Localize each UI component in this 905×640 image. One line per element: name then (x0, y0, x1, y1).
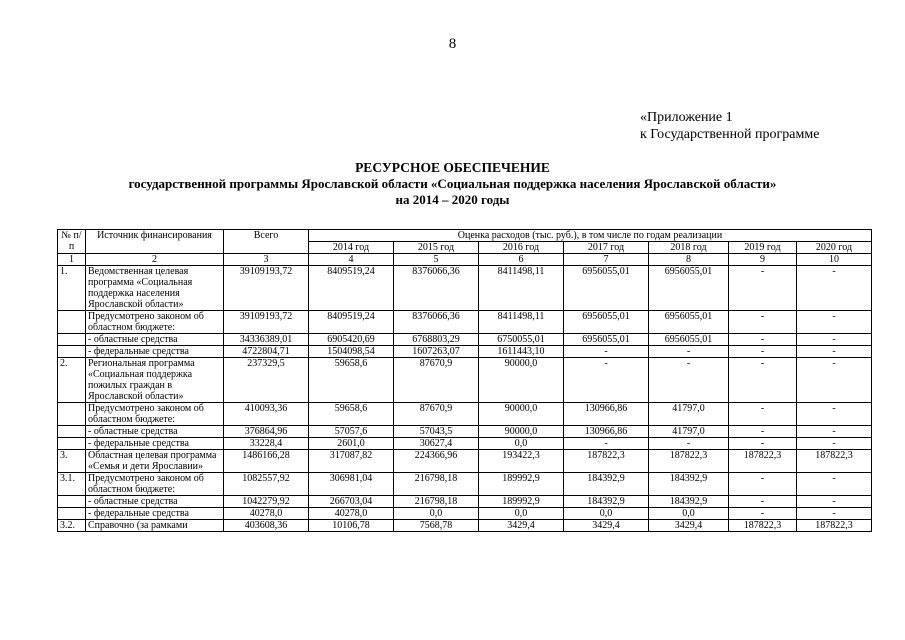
table-row (58, 311, 872, 334)
year-value: 10106,78 (309, 520, 394, 532)
funding-source: Ведомственная целевая программа «Социальная поддержка населения Ярославской области» (86, 266, 224, 311)
year-value: 0,0 (564, 508, 649, 520)
year-value: - (729, 358, 797, 403)
year-value: - (729, 438, 797, 450)
total-value: 33228,4 (224, 438, 309, 450)
year-value: 7568,78 (394, 520, 479, 532)
funding-source: - областные средства (86, 334, 224, 346)
year-value: 224366,96 (394, 450, 479, 473)
header-year: 2019 год (729, 242, 797, 254)
year-value: 40278,0 (309, 508, 394, 520)
year-value: 90000,0 (479, 403, 564, 426)
funding-source: - федеральные средства (86, 508, 224, 520)
row-number: 1. (58, 266, 86, 311)
column-index: 2 (86, 254, 224, 266)
column-index: 3 (224, 254, 309, 266)
year-value: - (564, 438, 649, 450)
year-value: 8376066,36 (394, 311, 479, 334)
year-value: 57043,5 (394, 426, 479, 438)
row-number (58, 438, 86, 450)
year-value: - (649, 346, 729, 358)
header-year: 2017 год (564, 242, 649, 254)
year-value: 6956055,01 (564, 311, 649, 334)
funding-source: Справочно (за рамками (86, 520, 224, 532)
header-source: Источник финансирования (86, 230, 224, 254)
year-value: 41797,0 (649, 426, 729, 438)
column-index: 5 (394, 254, 479, 266)
year-value: - (797, 403, 872, 426)
table-row (58, 508, 872, 520)
year-value: 0,0 (479, 438, 564, 450)
year-value: - (797, 438, 872, 450)
header-year: 2016 год (479, 242, 564, 254)
year-value: 6750055,01 (479, 334, 564, 346)
year-value: - (649, 438, 729, 450)
year-value: 184392,9 (564, 496, 649, 508)
header-estimate: Оценка расходов (тыс. руб.), в том числе по годам реализации (309, 230, 872, 242)
year-value: 3429,4 (564, 520, 649, 532)
funding-source: Областная целевая программа «Семья и дети Ярославии» (86, 450, 224, 473)
year-value: 3429,4 (649, 520, 729, 532)
total-value: 40278,0 (224, 508, 309, 520)
year-value: 184392,9 (649, 473, 729, 496)
year-value: 193422,3 (479, 450, 564, 473)
year-value: - (797, 473, 872, 496)
row-number (58, 426, 86, 438)
table-row (58, 403, 872, 426)
funding-source: - федеральные средства (86, 346, 224, 358)
year-value: - (797, 358, 872, 403)
year-value: - (729, 403, 797, 426)
year-value: - (729, 311, 797, 334)
header-year: 2015 год (394, 242, 479, 254)
header-year: 2014 год (309, 242, 394, 254)
table-row (58, 520, 872, 532)
total-value: 1042279,92 (224, 496, 309, 508)
header-total: Всего (224, 230, 309, 254)
row-number (58, 403, 86, 426)
year-value: 130966,86 (564, 403, 649, 426)
year-value: - (729, 426, 797, 438)
year-value: 90000,0 (479, 358, 564, 403)
total-value: 4722804,71 (224, 346, 309, 358)
year-value: - (797, 334, 872, 346)
year-value: - (797, 311, 872, 334)
year-value: 2601,0 (309, 438, 394, 450)
year-value: - (729, 334, 797, 346)
total-value: 376864,96 (224, 426, 309, 438)
year-value: 6768803,29 (394, 334, 479, 346)
year-value: 41797,0 (649, 403, 729, 426)
table-row (58, 496, 872, 508)
row-number (58, 496, 86, 508)
resource-table (57, 229, 872, 532)
header-year: 2020 год (797, 242, 872, 254)
funding-source: - областные средства (86, 426, 224, 438)
funding-source: - областные средства (86, 496, 224, 508)
total-value: 1486166,28 (224, 450, 309, 473)
year-value: 8411498,11 (479, 311, 564, 334)
header-num: № п/п (58, 230, 86, 254)
total-value: 410093,36 (224, 403, 309, 426)
year-value: 187822,3 (797, 450, 872, 473)
year-value: 59658,6 (309, 403, 394, 426)
year-value: 30627,4 (394, 438, 479, 450)
column-index-row (58, 254, 872, 266)
appendix-line-2: к Государственной программе (640, 127, 820, 142)
year-value: - (797, 508, 872, 520)
row-number: 2. (58, 358, 86, 403)
table-row (58, 438, 872, 450)
year-value: 90000,0 (479, 426, 564, 438)
year-value: - (564, 358, 649, 403)
table-body (58, 254, 872, 532)
year-value: 187822,3 (564, 450, 649, 473)
row-number: 3.1. (58, 473, 86, 496)
year-value: 3429,4 (479, 520, 564, 532)
year-value: 8411498,11 (479, 266, 564, 311)
year-value: 189992,9 (479, 473, 564, 496)
year-value: 6956055,01 (649, 311, 729, 334)
year-value: 8409519,24 (309, 266, 394, 311)
year-value: 8376066,36 (394, 266, 479, 311)
year-value: 187822,3 (649, 450, 729, 473)
year-value: 6956055,01 (564, 266, 649, 311)
year-value: - (729, 473, 797, 496)
year-value: 6956055,01 (649, 334, 729, 346)
year-value: 87670,9 (394, 403, 479, 426)
year-value: 57057,6 (309, 426, 394, 438)
year-value: 317087,82 (309, 450, 394, 473)
year-value: - (729, 346, 797, 358)
year-value: 0,0 (394, 508, 479, 520)
table-row (58, 358, 872, 403)
total-value: 39109193,72 (224, 266, 309, 311)
year-value: 87670,9 (394, 358, 479, 403)
funding-source: - федеральные средства (86, 438, 224, 450)
header-year: 2018 год (649, 242, 729, 254)
row-number (58, 508, 86, 520)
year-value: 187822,3 (729, 520, 797, 532)
year-value: - (729, 508, 797, 520)
column-index: 9 (729, 254, 797, 266)
year-value: 130966,86 (564, 426, 649, 438)
year-value: 187822,3 (729, 450, 797, 473)
document-title (0, 160, 905, 208)
year-value: 0,0 (649, 508, 729, 520)
year-value: - (797, 346, 872, 358)
year-value: 0,0 (479, 508, 564, 520)
total-value: 39109193,72 (224, 311, 309, 334)
total-value: 237329,5 (224, 358, 309, 403)
year-value: 1611443,10 (479, 346, 564, 358)
year-value: - (797, 266, 872, 311)
year-value: - (729, 266, 797, 311)
year-value: 6905420,69 (309, 334, 394, 346)
funding-source: Региональная программа «Социальная поддержка пожилых граждан в Ярославской области» (86, 358, 224, 403)
row-number: 3.2. (58, 520, 86, 532)
column-index: 10 (797, 254, 872, 266)
table-row (58, 426, 872, 438)
table-row (58, 266, 872, 311)
appendix-line-1: «Приложение 1 (640, 110, 733, 125)
row-number: 3. (58, 450, 86, 473)
total-value: 1082557,92 (224, 473, 309, 496)
year-value: - (729, 496, 797, 508)
total-value: 403608,36 (224, 520, 309, 532)
year-value: 1607263,07 (394, 346, 479, 358)
column-index: 6 (479, 254, 564, 266)
year-value: - (797, 496, 872, 508)
year-value: 6956055,01 (649, 266, 729, 311)
funding-source: Предусмотрено законом об областном бюджете: (86, 311, 224, 334)
table-row (58, 473, 872, 496)
year-value: 187822,3 (797, 520, 872, 532)
year-value: 184392,9 (564, 473, 649, 496)
column-index: 8 (649, 254, 729, 266)
funding-source: Предусмотрено законом об областном бюджете: (86, 473, 224, 496)
year-value: 1504098,54 (309, 346, 394, 358)
row-number (58, 311, 86, 334)
appendix-note (640, 109, 819, 143)
year-value: 266703,04 (309, 496, 394, 508)
year-value: 216798,18 (394, 496, 479, 508)
year-value: 306981,04 (309, 473, 394, 496)
table-row (58, 334, 872, 346)
table-row (58, 450, 872, 473)
total-value: 34336389,01 (224, 334, 309, 346)
page-number: 8 (448, 36, 457, 52)
year-value: 184392,9 (649, 496, 729, 508)
funding-source: Предусмотрено законом об областном бюджете: (86, 403, 224, 426)
year-value: 59658,6 (309, 358, 394, 403)
header-row (58, 230, 872, 242)
title-line-1: РЕСУРСНОЕ ОБЕСПЕЧЕНИЕ (355, 160, 550, 175)
column-index: 7 (564, 254, 649, 266)
year-value: - (797, 426, 872, 438)
column-index: 1 (58, 254, 86, 266)
row-number (58, 346, 86, 358)
year-value: 216798,18 (394, 473, 479, 496)
year-value: 8409519,24 (309, 311, 394, 334)
year-value: - (649, 358, 729, 403)
year-value: 189992,9 (479, 496, 564, 508)
year-value: 6956055,01 (564, 334, 649, 346)
table-row (58, 346, 872, 358)
title-line-3: на 2014 – 2020 годы (395, 192, 510, 207)
title-line-2: государственной программы Ярославской области «Социальная поддержка населения Ярославской области» (128, 176, 777, 191)
year-value: - (564, 346, 649, 358)
row-number (58, 334, 86, 346)
column-index: 4 (309, 254, 394, 266)
